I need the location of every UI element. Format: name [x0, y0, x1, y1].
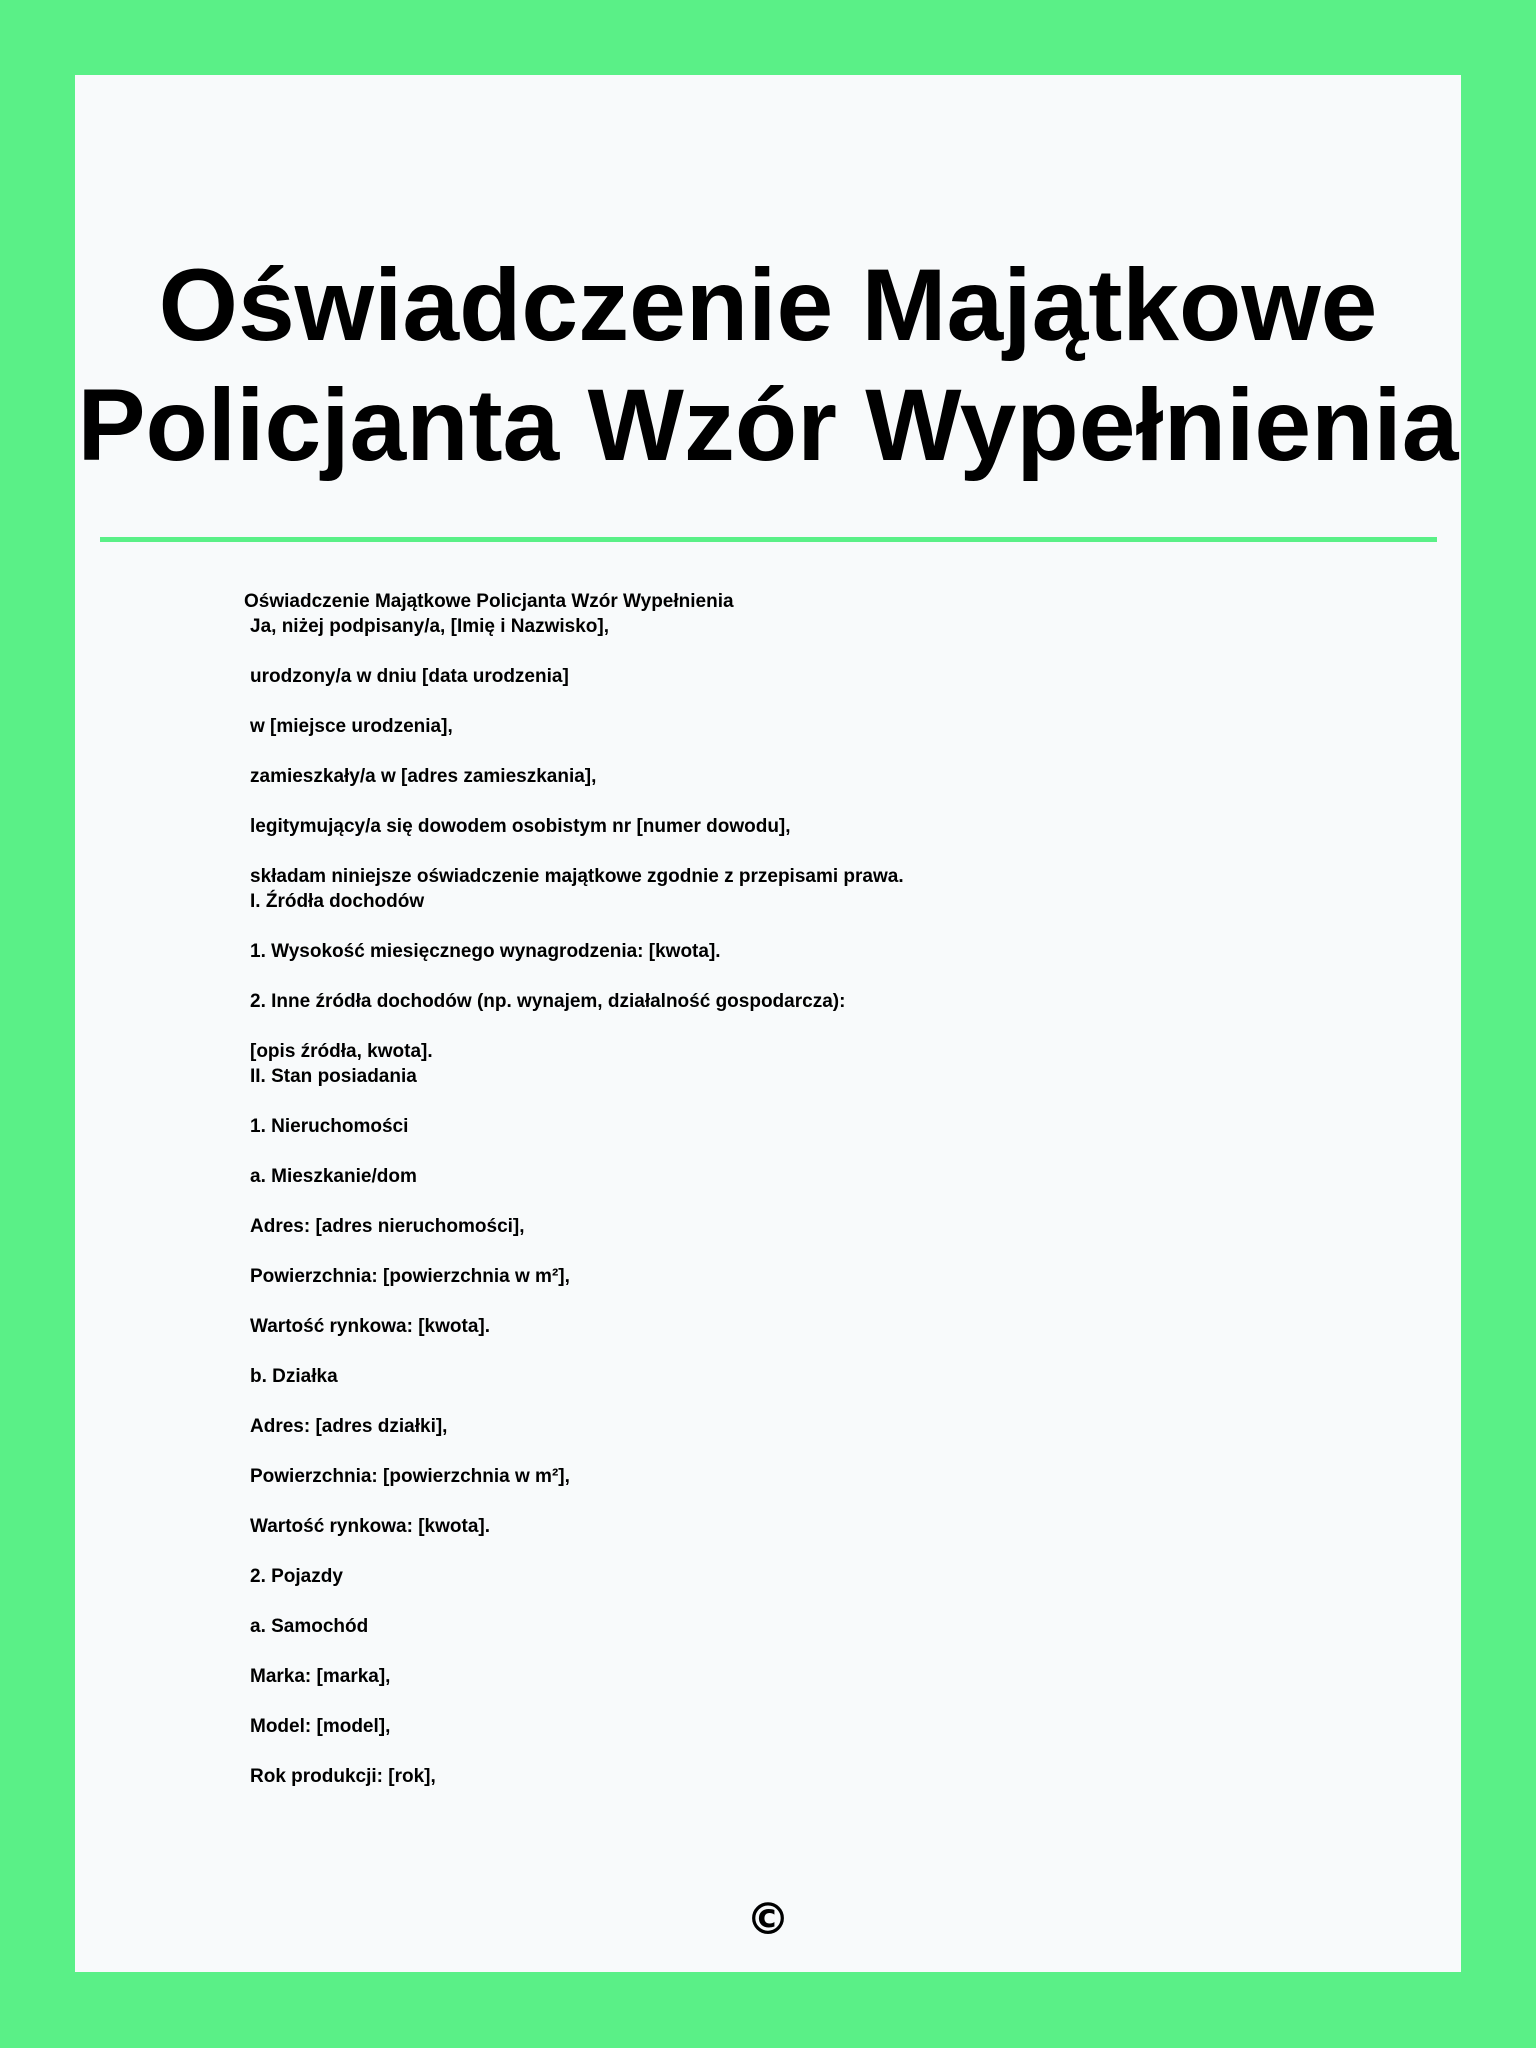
document-line: Wartość rynkowa: [kwota].	[250, 1516, 491, 1537]
document-line: zamieszkały/a w [adres zamieszkania],	[250, 766, 597, 787]
document-line: a. Mieszkanie/dom	[250, 1166, 417, 1187]
section-heading: II. Stan posiadania	[250, 1066, 417, 1087]
document-line: Rok produkcji: [rok],	[250, 1766, 436, 1787]
document-line: legitymujący/a się dowodem osobistym nr [numer dowodu],	[250, 816, 791, 837]
document-line: a. Samochód	[250, 1616, 369, 1637]
document-line: Adres: [adres nieruchomości],	[250, 1216, 525, 1237]
document-line: Marka: [marka],	[250, 1666, 391, 1687]
section-heading: I. Źródła dochodów	[250, 891, 425, 912]
document-line: w [miejsce urodzenia],	[250, 716, 453, 737]
document-line: 2. Pojazdy	[250, 1566, 343, 1587]
copyright-icon: ©	[746, 1894, 790, 1945]
document-line: urodzony/a w dniu [data urodzenia]	[250, 666, 569, 687]
document-line: Powierzchnia: [powierzchnia w m²],	[250, 1266, 570, 1287]
document-heading: Oświadczenie Majątkowe Policjanta Wzór Wypełnienia	[244, 591, 734, 612]
document-line: [opis źródła, kwota].	[250, 1041, 433, 1062]
document-line: Model: [model],	[250, 1716, 391, 1737]
page-title: Oświadczenie Majątkowe Policjanta Wzór Wypełnienia	[77, 248, 1459, 482]
document-line: Wartość rynkowa: [kwota].	[250, 1316, 491, 1337]
document-line: Adres: [adres działki],	[250, 1416, 448, 1437]
title-divider	[100, 537, 1437, 542]
document-line: Ja, niżej podpisany/a, [Imię i Nazwisko],	[250, 616, 609, 637]
document-line: b. Działka	[250, 1366, 338, 1387]
document-line: 1. Wysokość miesięcznego wynagrodzenia: [kwota].	[250, 941, 721, 962]
document-body	[244, 589, 1350, 1789]
document-line: składam niniejsze oświadczenie majątkowe zgodnie z przepisami prawa.	[250, 866, 904, 887]
document-page	[75, 75, 1461, 1972]
document-line: 1. Nieruchomości	[250, 1116, 409, 1137]
document-line: 2. Inne źródła dochodów (np. wynajem, działalność gospodarcza):	[250, 991, 846, 1012]
document-line: Powierzchnia: [powierzchnia w m²],	[250, 1466, 570, 1487]
